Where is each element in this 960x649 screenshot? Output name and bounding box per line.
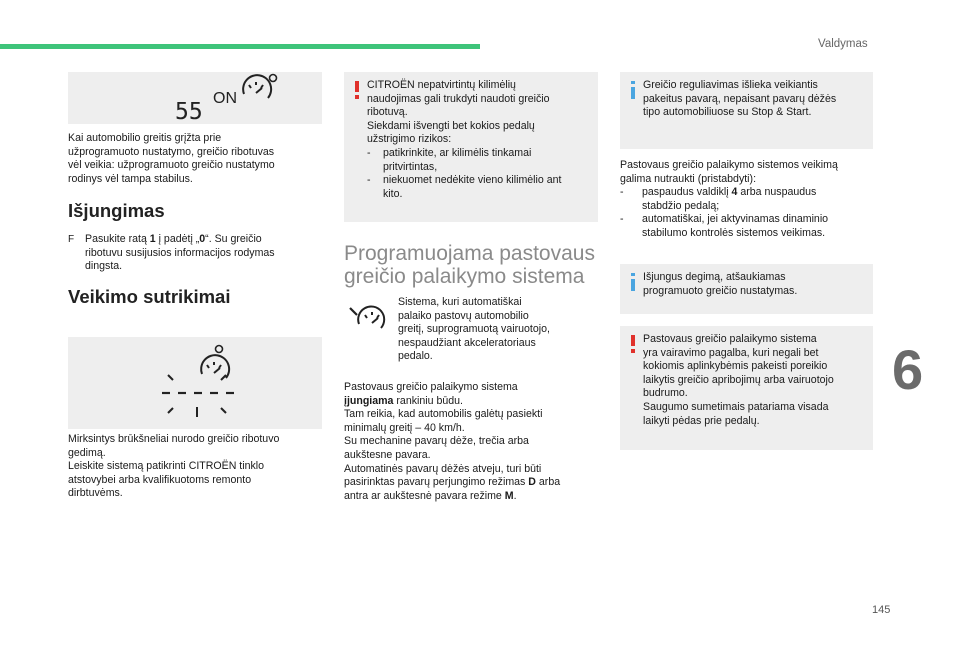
heading-faults: Veikimo sutrikimai — [68, 286, 231, 307]
warning-box-driver-aid: Pastovaus greičio palaikymo sistema yra vairavimo pagalba, kuri negali bet kokiomis aplinkybėmis pakeisti poreikio laikytis greičio apribojimų arba vairuotojo budrumo. Saugumo sumetimais patariama visada laikyti pėdas prie pedalų. — [620, 326, 873, 450]
info-box-gear: Greičio reguliavimas išlieka veikiantis pakeitus pavarą, nepaisant pavarų dėžės tipo automobiliuose su Stop & Start. — [620, 72, 873, 149]
page-number: 145 — [872, 604, 891, 616]
info-icon — [630, 273, 636, 291]
off-instruction: F Pasukite ratą 1 į padėtį „0“. Su greičio ribotuvu susijusios informacijos rodymas dingsta. — [68, 233, 275, 273]
on-label: ON — [213, 90, 237, 107]
heading-off: Išjungimas — [68, 200, 165, 221]
warning-box-mats: CITROËN nepatvirtintų kilimėlių naudojimas gali trukdyti naudoti greičio ribotuvą. Siekdami išvengti bet kokios pedalų užstrigimo rizikos: - patikrinkite, ar kilimėlis tinkamai pritvirtintas, - niekuomet nedėkite vieno kilimėlio ant kito. — [344, 72, 598, 222]
arrow-bullet-icon: F — [68, 234, 75, 245]
limiter-fault-icon — [68, 337, 322, 429]
fault-text: Mirksintys brūkšneliai nurodo greičio ribotuvo gedimą. Leiskite sistemą patikrinti CITROËN tinklo atstovybei arba kvalifikuotoms remonto dirbtuvėms. — [68, 433, 280, 500]
chapter-tab-number: 6 — [892, 338, 924, 401]
cruise-control-icon — [347, 302, 387, 336]
warning-icon — [630, 335, 636, 353]
top-accent-bar — [0, 44, 480, 49]
info-icon — [630, 81, 636, 99]
speed-digits: 55 — [175, 99, 203, 124]
cruise-description: Sistema, kuri automatiškai palaiko pastovų automobilio greitį, suprogramuotą vairuotojo, nespaudžiant akceleratoriaus pedalo. — [398, 296, 550, 363]
cruise-control-title: Programuojama pastovaus greičio palaikymo sistema — [344, 242, 595, 288]
section-title: Valdymas — [818, 38, 868, 50]
limiter-intro-text: Kai automobilio greitis grįžta prie užprogramuoto nustatymo, greičio ribotuvas vėl veikia: užprogramuoto greičio nustatymo rodinys vėl tampa stabilus. — [68, 132, 275, 185]
warning-icon — [354, 81, 360, 99]
speed-limiter-on-icon — [68, 72, 322, 124]
limiter-fault-icon-box — [68, 337, 322, 429]
interrupt-text: Pastovaus greičio palaikymo sistemos veikimą galima nutraukti (pristabdyti): - paspaudus valdiklį 4 arba nuspaudus stabdžio pedalą; - automatiškai, jei aktyvinamas dinaminio stabilumo kontrolės sistemos veikimas. — [620, 159, 838, 239]
info-box-ignition: Išjungus degimą, atšaukiamas programuoto greičio nustatymas. — [620, 264, 873, 314]
speed-limiter-on-icon-box — [68, 72, 322, 124]
cruise-activation-text: Pastovaus greičio palaikymo sistema įjungiama rankiniu būdu. Tam reikia, kad automobilis galėtų pasiekti minimalų greitį – 40 km/h. Su mechanine pavarų dėže, trečia arba aukštesne pavara. Automatinės pavarų dėžės atveju, turi būti pasirinktas pavarų perjungimo režimas D arba antra ar aukštesnė pavara režime M. — [344, 381, 561, 502]
